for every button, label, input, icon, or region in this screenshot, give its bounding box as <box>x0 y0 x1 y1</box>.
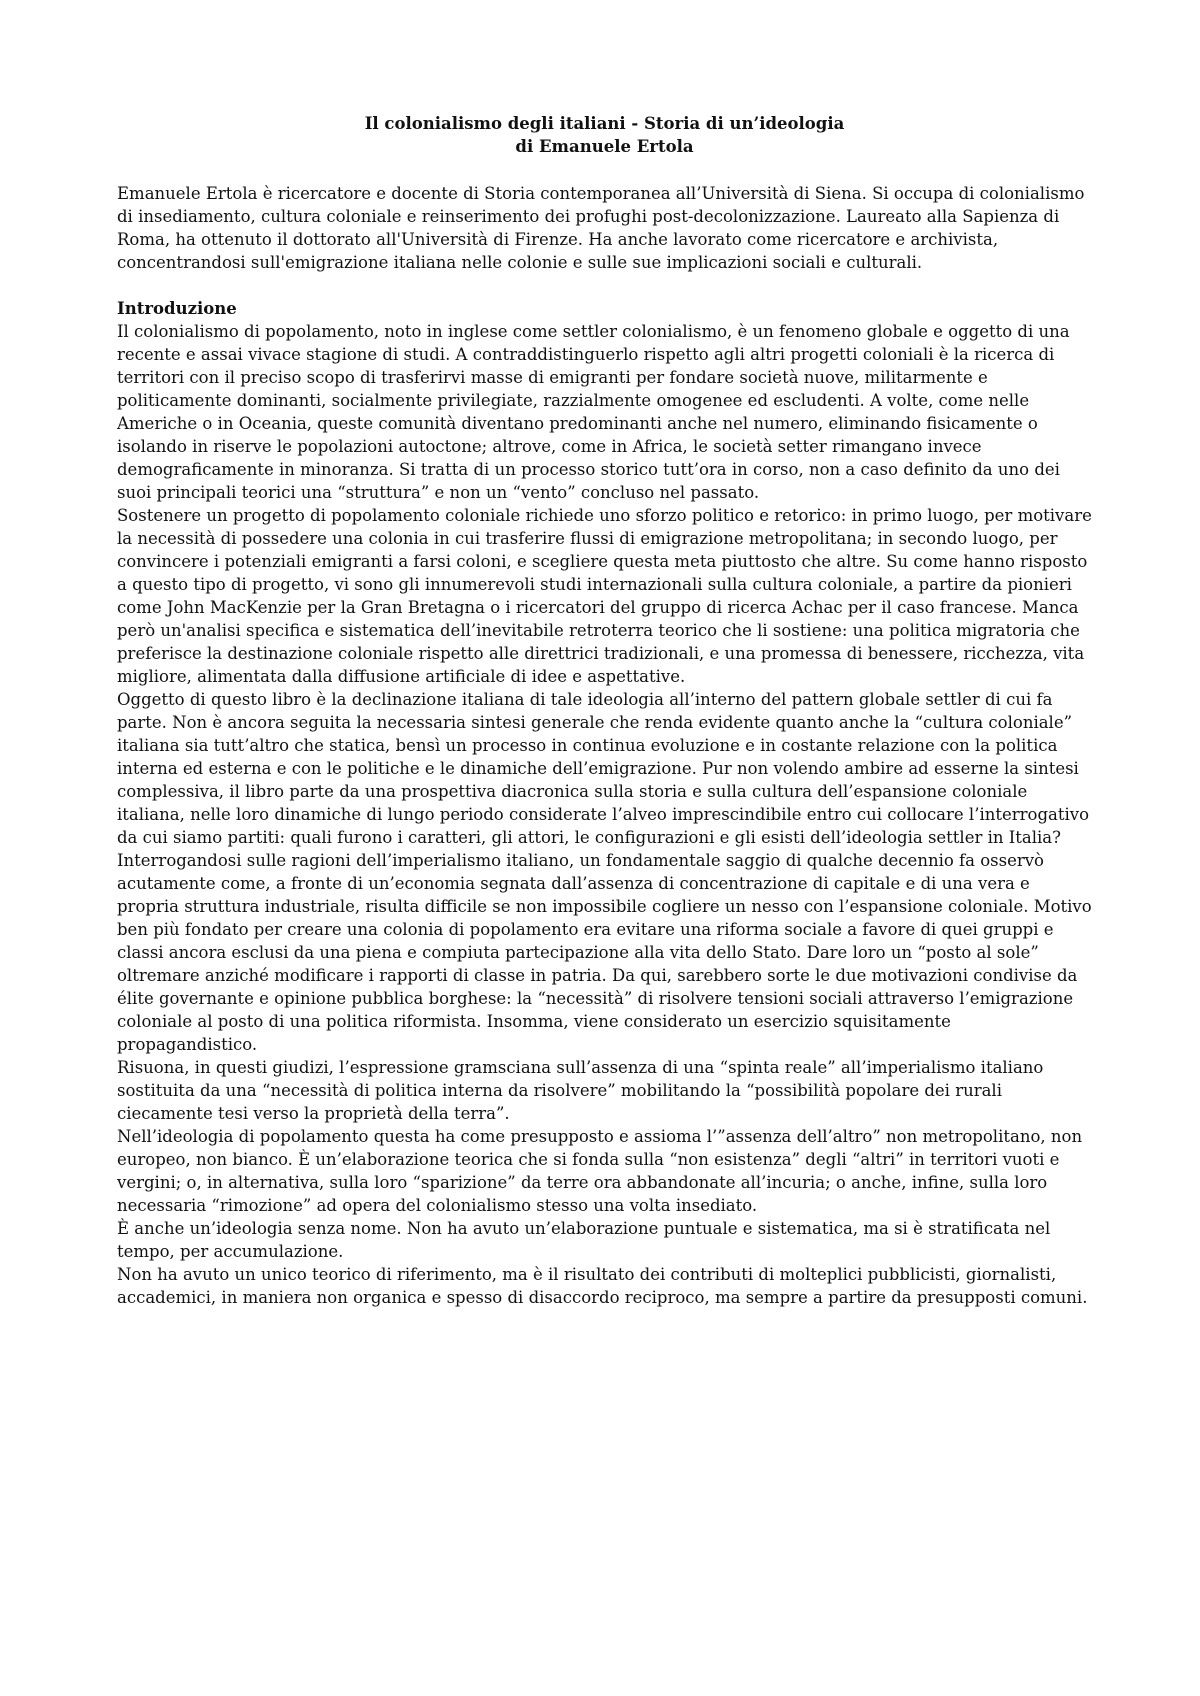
body-paragraph: Risuona, in questi giudizi, l’espressione gramsciana sull’assenza di una “spinta reale” all’imperialismo italiano sostituita da una “necessità di politica interna da risolvere” mobilitando la “possibilità popolare dei rurali ciecamente tesi verso la proprietà della terra”. <box>117 1058 1044 1123</box>
body-paragraph: Il colonialismo di popolamento, noto in inglese come settler colonialismo, è un fenomeno globale e oggetto di una recente e assai vivace stagione di studi. A contraddistinguerlo rispetto agli altri progetti coloniali è la ricerca di territori con il preciso scopo di trasferirvi masse di emigranti per fondare società nuove, militarmente e politicamente dominanti, socialmente privilegiate, razzialmente omogenee ed escludenti. A volte, come nelle Americhe o in Oceania, queste comunità diventano predominanti anche nel numero, eliminando fisicamente o isolando in riserve le popolazioni autoctone; altrove, come in Africa, le società setter rimangano invece demograficamente in minoranza. Si tratta di un processo storico tutt’ora in corso, non a caso definito da uno dei suoi principali teorici una “struttura” e non un “vento” concluso nel passato. <box>117 322 1070 502</box>
body-paragraph: Non ha avuto un unico teorico di riferimento, ma è il risultato dei contributi di molteplici pubblicisti, giornalisti, accademici, in maniera non organica e spesso di disaccordo reciproco, ma sempre a partire da presupposti comuni. <box>117 1265 1088 1307</box>
document-title-block <box>117 112 1092 158</box>
section-heading-introduzione: Introduzione <box>117 299 237 318</box>
document-title: Il colonialismo degli italiani - Storia di un’ideologia <box>364 114 845 133</box>
body-paragraph: Sostenere un progetto di popolamento coloniale richiede uno sforzo politico e retorico: in primo luogo, per motivare la necessità di possedere una colonia in cui trasferire flussi di emigrazione metropolitana; in secondo luogo, per convincere i potenziali emigranti a farsi coloni, e scegliere questa meta piuttosto che altre. Su come hanno risposto a questo tipo di progetto, vi sono gli innumerevoli studi internazionali sulla cultura coloniale, a partire da pionieri come John MacKenzie per la Gran Bretagna o i ricercatori del gruppo di ricerca Achac per il caso francese. Manca però un'analisi specifica e sistematica dell’inevitabile retroterra teorico che li sostiene: una politica migratoria che preferisce la destinazione coloniale rispetto alle direttrici tradizionali, e una promessa di benessere, ricchezza, vita migliore, alimentata dalla diffusione artificiale di idee e aspettative. <box>117 506 1092 686</box>
document-page <box>117 112 1092 1309</box>
body-paragraph: Oggetto di questo libro è la declinazione italiana di tale ideologia all’interno del pattern globale settler di cui fa parte. Non è ancora seguita la necessaria sintesi generale che renda evidente quanto anche la “cultura coloniale” italiana sia tutt’altro che statica, bensì un processo in continua evoluzione e in costante relazione con la politica interna ed esterna e con le politiche e le dinamiche dell’emigrazione. Pur non volendo ambire ad esserne la sintesi complessiva, il libro parte da una prospettiva diacronica sulla storia e sulla cultura dell’espansione coloniale italiana, nelle loro dinamiche di lungo periodo considerate l’alveo imprescindibile entro cui collocare l’interrogativo da cui siamo partiti: quali furono i caratteri, gli attori, le configurazioni e gli esisti dell’ideologia settler in Italia? <box>117 690 1090 847</box>
body-paragraph: Interrogandosi sulle ragioni dell’imperialismo italiano, un fondamentale saggio di qualche decennio fa osservò acutamente come, a fronte di un’economia segnata dall’assenza di concentrazione di capitale e di una vera e propria struttura industriale, risulta difficile se non impossibile cogliere un nesso con l’espansione coloniale. Motivo ben più fondato per creare una colonia di popolamento era evitare una riforma sociale a favore di quei gruppi e classi ancora esclusi da una piena e compiuta partecipazione alla vita dello Stato. Dare loro un “posto al sole” oltremare anziché modificare i rapporti di classe in patria. Da qui, sarebbero sorte le due motivazioni condivise da élite governante e opinione pubblica borghese: la “necessità” di risolvere tensioni sociali attraverso l’emigrazione coloniale al posto di una politica riformista. Insomma, viene considerato un esercizio squisitamente propagandistico. <box>117 851 1092 1054</box>
body-paragraph: È anche un’ideologia senza nome. Non ha avuto un’elaborazione puntuale e sistematica, ma si è stratificata nel tempo, per accumulazione. <box>117 1219 1051 1261</box>
body-paragraph: Nell’ideologia di popolamento questa ha come presupposto e assioma l’”assenza dell’altro” non metropolitano, non europeo, non bianco. È un’elaborazione teorica che si fonda sulla “non esistenza” degli “altri” in territori vuoti e vergini; o, in alternativa, sulla loro “sparizione” da terre ora abbandonate all’incuria; o anche, infine, sulla loro necessaria “rimozione” ad opera del colonialismo stesso una volta insediato. <box>117 1127 1083 1215</box>
author-bio: Emanuele Ertola è ricercatore e docente di Storia contemporanea all’Università di Siena. Si occupa di colonialismo di insediamento, cultura coloniale e reinserimento dei profughi post-decolonizzazione. Laureato alla Sapienza di Roma, ha ottenuto il dottorato all'Università di Firenze. Ha anche lavorato come ricercatore e archivista, concentrandosi sull'emigrazione italiana nelle colonie e sulle sue implicazioni sociali e culturali. <box>117 184 1085 272</box>
document-author: di Emanuele Ertola <box>515 137 694 156</box>
